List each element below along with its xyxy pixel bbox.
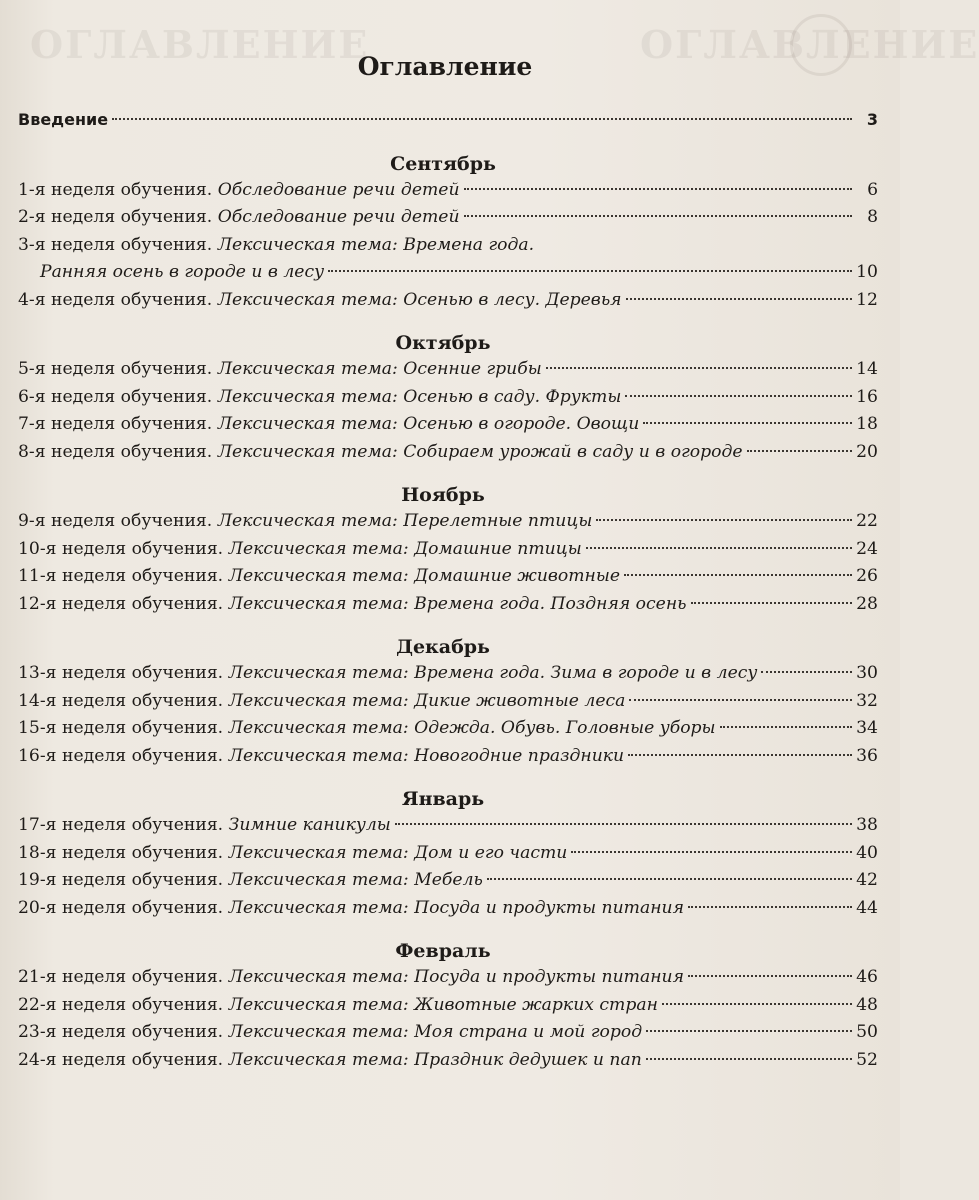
month-heading: Февраль bbox=[395, 940, 491, 962]
toc-entry[interactable] bbox=[18, 387, 878, 415]
dot-leader bbox=[395, 822, 852, 825]
page-number: 26 bbox=[856, 566, 878, 586]
entry-text bbox=[18, 663, 757, 683]
page-number: 8 bbox=[867, 207, 878, 227]
page-title: Оглавление bbox=[357, 52, 533, 81]
week-label: 13-я неделя обучения. bbox=[18, 663, 224, 683]
entry-text bbox=[18, 898, 684, 918]
topic-label: Лексическая тема: Новогодние праздники bbox=[228, 745, 625, 766]
page-number: 14 bbox=[856, 359, 878, 379]
page-number: 46 bbox=[856, 967, 878, 987]
page-number: 48 bbox=[856, 994, 878, 1015]
toc-entry[interactable] bbox=[18, 663, 878, 691]
topic-label: Лексическая тема: Осенью в лесу. Деревья bbox=[217, 289, 622, 310]
toc-entry[interactable] bbox=[18, 843, 878, 871]
topic-label: Лексическая тема: Домашние животные bbox=[228, 566, 621, 586]
page-number: 52 bbox=[856, 1049, 878, 1070]
toc-entry[interactable] bbox=[18, 207, 878, 235]
week-label: 3-я неделя обучения. bbox=[18, 234, 213, 255]
topic-label: Лексическая тема: Дом и его части bbox=[228, 842, 568, 863]
entry-text bbox=[18, 967, 684, 987]
week-label: 8-я неделя обучения. bbox=[18, 441, 213, 462]
toc-entry[interactable] bbox=[18, 566, 878, 594]
week-label: 6-я неделя обучения. bbox=[18, 386, 213, 407]
toc-entry[interactable] bbox=[18, 290, 878, 318]
week-label: 10-я неделя обучения. bbox=[18, 538, 224, 559]
page-number: 30 bbox=[856, 663, 878, 683]
week-label: 15-я неделя обучения. bbox=[18, 718, 224, 738]
month-heading: Октябрь bbox=[395, 332, 491, 354]
week-label: 20-я неделя обучения. bbox=[18, 897, 224, 918]
week-label: 14-я неделя обучения. bbox=[18, 690, 224, 711]
dot-leader bbox=[662, 1002, 852, 1005]
dot-leader bbox=[629, 698, 852, 701]
table-of-contents bbox=[18, 110, 878, 1077]
entry-text bbox=[18, 235, 534, 255]
week-label: 11-я неделя обучения. bbox=[18, 566, 224, 586]
month-heading: Сентябрь bbox=[390, 152, 496, 175]
toc-entry[interactable] bbox=[18, 898, 878, 926]
page-number: 42 bbox=[856, 870, 878, 890]
dot-leader bbox=[546, 366, 852, 369]
week-label: 17-я неделя обучения. bbox=[18, 815, 224, 835]
entry-text bbox=[18, 1050, 642, 1070]
topic-label: Лексическая тема: Перелетные птицы bbox=[217, 511, 593, 531]
toc-entry[interactable] bbox=[18, 180, 878, 208]
entry-text bbox=[18, 387, 621, 407]
entry-text bbox=[18, 414, 639, 434]
entry-text bbox=[18, 442, 743, 462]
topic-label: Лексическая тема: Посуда и продукты питания bbox=[228, 897, 684, 918]
page-number: 36 bbox=[856, 745, 878, 766]
toc-entry[interactable] bbox=[18, 359, 878, 387]
toc-entry[interactable] bbox=[18, 995, 878, 1023]
week-label: 23-я неделя обучения. bbox=[18, 1022, 224, 1042]
entry-text bbox=[18, 870, 483, 890]
toc-entry[interactable] bbox=[18, 594, 878, 622]
dot-leader bbox=[586, 546, 852, 549]
week-label: 22-я неделя обучения. bbox=[18, 994, 224, 1015]
dot-leader bbox=[487, 877, 852, 880]
topic-label: Лексическая тема: Праздник дедушек и пап bbox=[228, 1049, 642, 1070]
dot-leader bbox=[464, 214, 852, 217]
topic-continuation: Ранняя осень в городе и в лесу bbox=[40, 262, 325, 282]
week-label: 5-я неделя обучения. bbox=[18, 359, 213, 379]
week-label: 24-я неделя обучения. bbox=[18, 1049, 224, 1070]
page-number: 34 bbox=[856, 718, 878, 738]
topic-label: Лексическая тема: Животные жарких стран bbox=[228, 994, 658, 1015]
intro-label: Введение bbox=[18, 110, 109, 129]
dot-leader bbox=[596, 518, 852, 521]
toc-entry[interactable] bbox=[18, 1050, 878, 1078]
toc-entry-continuation[interactable] bbox=[18, 262, 878, 290]
week-label: 12-я неделя обучения. bbox=[18, 593, 224, 614]
week-label: 21-я неделя обучения. bbox=[18, 967, 224, 987]
topic-label: Лексическая тема: Осенью в огороде. Овощи bbox=[217, 414, 640, 434]
toc-entry[interactable] bbox=[18, 442, 878, 470]
toc-entry[interactable] bbox=[18, 718, 878, 746]
toc-entry[interactable] bbox=[18, 414, 878, 442]
page-number: 24 bbox=[856, 538, 878, 559]
entry-text bbox=[18, 566, 620, 586]
toc-intro-row[interactable] bbox=[18, 110, 878, 138]
entry-text bbox=[18, 843, 567, 863]
topic-label: Лексическая тема: Времена года. Поздняя осень bbox=[228, 593, 687, 614]
topic-label: Лексическая тема: Осенью в саду. Фрукты bbox=[217, 386, 622, 407]
page-number: 16 bbox=[856, 386, 878, 407]
dot-leader bbox=[626, 297, 852, 300]
topic-label: Лексическая тема: Времена года. bbox=[217, 234, 535, 255]
page-number: 10 bbox=[856, 262, 878, 282]
entry-text bbox=[18, 691, 625, 711]
page-number: 22 bbox=[856, 511, 878, 531]
toc-entry[interactable] bbox=[18, 235, 878, 263]
toc-entry[interactable] bbox=[18, 539, 878, 567]
month-heading: Ноябрь bbox=[401, 484, 485, 506]
dot-leader bbox=[646, 1029, 852, 1032]
toc-entry[interactable] bbox=[18, 746, 878, 774]
toc-entry[interactable] bbox=[18, 967, 878, 995]
entry-text bbox=[18, 746, 624, 766]
dot-leader bbox=[643, 421, 852, 424]
week-label: 2-я неделя обучения. bbox=[18, 207, 213, 227]
week-label: 19-я неделя обучения. bbox=[18, 870, 224, 890]
toc-entry[interactable] bbox=[18, 870, 878, 898]
entry-text bbox=[18, 207, 460, 227]
topic-label: Обследование речи детей bbox=[217, 207, 460, 227]
toc-entry[interactable] bbox=[18, 691, 878, 719]
toc-entry[interactable] bbox=[18, 1022, 878, 1050]
page-number: 28 bbox=[856, 593, 878, 614]
topic-label: Лексическая тема: Посуда и продукты питания bbox=[228, 967, 684, 987]
topic-label: Лексическая тема: Осенние грибы bbox=[217, 359, 542, 379]
page-number: 38 bbox=[856, 815, 878, 835]
dot-leader bbox=[747, 449, 852, 452]
entry-text bbox=[18, 359, 542, 379]
topic-label: Лексическая тема: Домашние птицы bbox=[228, 538, 582, 559]
week-label: 1-я неделя обучения. bbox=[18, 179, 213, 200]
week-label: 16-я неделя обучения. bbox=[18, 745, 224, 766]
page-number: 20 bbox=[856, 441, 878, 462]
dot-leader bbox=[691, 601, 853, 604]
dot-leader bbox=[624, 573, 852, 576]
entry-text bbox=[18, 180, 460, 200]
dot-leader bbox=[625, 394, 852, 397]
topic-label: Лексическая тема: Дикие животные леса bbox=[228, 690, 626, 711]
page-number: 32 bbox=[856, 690, 878, 711]
entry-text bbox=[18, 594, 687, 614]
toc-entry[interactable] bbox=[18, 815, 878, 843]
topic-label: Зимние каникулы bbox=[228, 815, 391, 835]
topic-label: Лексическая тема: Мебель bbox=[228, 870, 483, 890]
dot-leader bbox=[688, 974, 852, 977]
week-label: 18-я неделя обучения. bbox=[18, 842, 224, 863]
month-heading: Январь bbox=[401, 788, 485, 810]
page-number: 6 bbox=[867, 179, 878, 200]
dot-leader bbox=[464, 187, 852, 190]
page-number: 18 bbox=[856, 414, 878, 434]
dot-leader bbox=[688, 905, 852, 908]
week-label: 4-я неделя обучения. bbox=[18, 289, 213, 310]
entry-text bbox=[18, 995, 658, 1015]
topic-label: Лексическая тема: Времена года. Зима в городе и в лесу bbox=[228, 663, 758, 683]
dot-leader bbox=[112, 117, 852, 120]
page-number: 40 bbox=[856, 842, 878, 863]
dot-leader bbox=[646, 1057, 852, 1060]
page-number: 44 bbox=[856, 897, 878, 918]
dot-leader bbox=[628, 753, 852, 756]
bleed-through-text: ОГЛАВЛЕНИЕ bbox=[30, 22, 370, 67]
dot-leader bbox=[761, 670, 852, 673]
toc-entry[interactable] bbox=[18, 511, 878, 539]
entry-text bbox=[18, 511, 592, 531]
week-label: 9-я неделя обучения. bbox=[18, 511, 213, 531]
page-number: 3 bbox=[866, 110, 878, 129]
dot-leader bbox=[571, 850, 852, 853]
topic-label: Лексическая тема: Моя страна и мой город bbox=[228, 1022, 643, 1042]
topic-label: Обследование речи детей bbox=[217, 179, 460, 200]
dot-leader bbox=[328, 269, 852, 272]
topic-label: Лексическая тема: Собираем урожай в саду и в огороде bbox=[217, 441, 743, 462]
entry-text bbox=[18, 718, 716, 738]
month-heading: Декабрь bbox=[396, 636, 490, 658]
entry-text bbox=[18, 290, 622, 310]
entry-text bbox=[18, 1022, 642, 1042]
bleed-through-text: ОГЛАВЛЕНИЕ bbox=[640, 22, 979, 67]
topic-label: Лексическая тема: Одежда. Обувь. Головные уборы bbox=[228, 718, 716, 738]
page-number: 12 bbox=[856, 289, 878, 310]
week-label: 7-я неделя обучения. bbox=[18, 414, 213, 434]
page-number: 50 bbox=[856, 1022, 878, 1042]
dot-leader bbox=[720, 725, 852, 728]
entry-text bbox=[18, 539, 582, 559]
entry-text bbox=[18, 815, 391, 835]
